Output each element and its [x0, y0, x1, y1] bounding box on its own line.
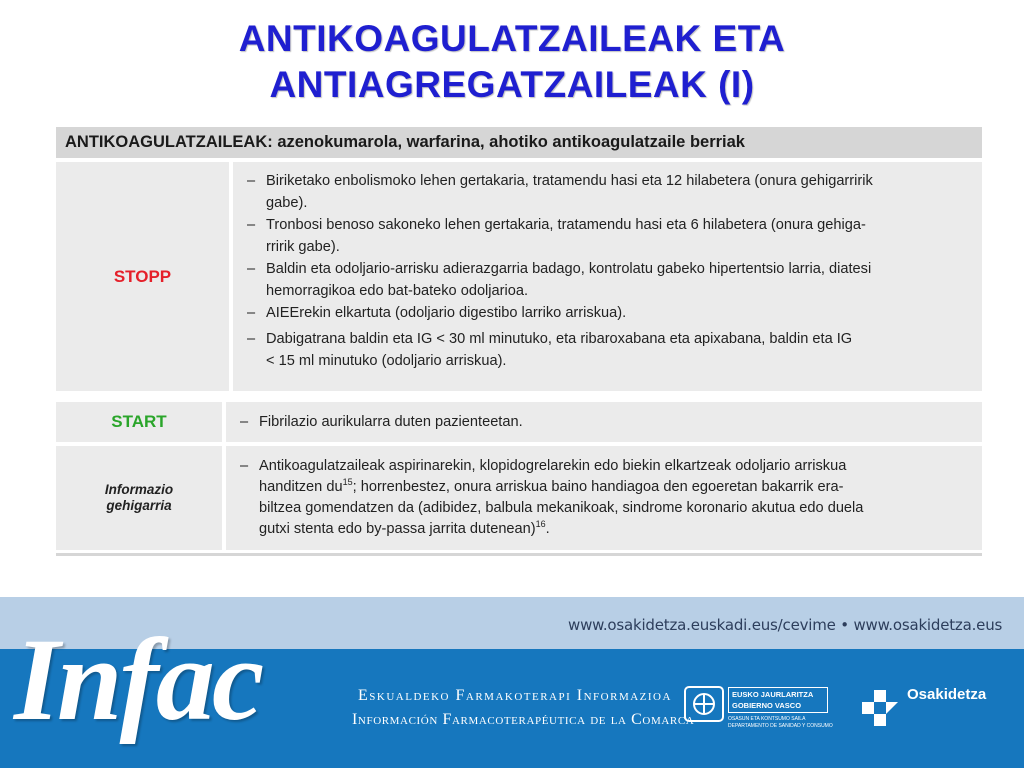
basque-government-emblem-icon [684, 686, 724, 722]
stopp-cell [56, 162, 229, 391]
info-line [259, 519, 972, 540]
start-cell [56, 402, 222, 442]
infac-logo: Infac [14, 614, 262, 745]
dash: – [247, 173, 256, 189]
list-item [245, 170, 970, 214]
info-label [105, 482, 173, 514]
osakidetza-logo-icon [860, 688, 900, 728]
list-item [238, 456, 972, 540]
gv-small1: OSASUN ETA KONTSUMO SAILA [728, 716, 806, 722]
item-line: Dabigatrana baldin eta IG < 30 ml minutuko, eta ribaroxabana eta apixabana, baldin eta IG [266, 331, 853, 347]
item-line: Biriketako enbolismoko lehen gertakaria, tratamendu hasi eta 12 hilabetera (onura gehigarririk [266, 173, 873, 189]
dash: – [247, 331, 256, 347]
item-line: Baldin eta odoljario-arrisku adierazgarria badago, kontrolatu gabeko hipertentsio larria, diatesi [266, 261, 872, 277]
page-title [0, 16, 1024, 108]
page-title-line1: ANTIKOAGULATZAILEAK ETA [238, 18, 786, 59]
gv-line2: GOBIERNO VASCO [732, 701, 802, 710]
item-line: < 15 ml minutuko (odoljario arriskua). [266, 353, 507, 369]
start-label: START [111, 412, 167, 431]
footer-subtitle-es: Información Farmacoterapéutica de la Comarca [352, 711, 695, 728]
header-bold: ANTIKOAGULATZAILEAK: [65, 133, 273, 151]
info-text-part: gutxi stenta edo by-passa jarrita dutenean) [259, 521, 536, 537]
footer-subtitle-eu: Eskualdeko Farmakoterapi Informazioa [358, 687, 672, 704]
info-text-part: ; horrenbestez, onura arriskua baino handiagoa den egoeretan bakarrik era- [352, 479, 844, 495]
info-label-line1: Informazio [104, 482, 174, 497]
info-text-part: handitzen du [259, 479, 343, 495]
info-label-line2: gehigarria [106, 498, 172, 513]
start-criteria [226, 402, 982, 442]
anticoagulant-table-header [56, 127, 982, 158]
item-line: hemorragikoa edo bat-bateko odoljarioa. [266, 283, 529, 299]
item-line: gabe). [266, 195, 308, 211]
dash: – [247, 305, 256, 321]
item-line: rririk gabe). [266, 239, 340, 255]
footnote-ref: 15 [342, 477, 353, 488]
footer-links[interactable]: www.osakidetza.euskadi.eus/cevime • www.osakidetza.eus [568, 616, 1003, 634]
header-rest: azenokumarola, warfarina, ahotiko antikoagulatzaile berriak [272, 133, 745, 151]
osakidetza-label: Osakidetza [907, 686, 987, 703]
table-bottom-rule [56, 553, 982, 556]
gv-small2: DEPARTAMENTO DE SANIDAD Y CONSUMO [728, 723, 833, 729]
info-line: biltzea gomendatzen da (adibidez, balbula mekanikoak, sindrome koronario akutua edo duela [259, 500, 864, 516]
footnote-ref: 16 [535, 519, 546, 530]
stopp-criteria-list [233, 162, 982, 391]
item-line: Tronbosi benoso sakoneko lehen gertakaria, tratamendu hasi eta 6 hilabetera (onura gehiga- [266, 217, 866, 233]
list-item [245, 214, 970, 258]
department-label [728, 716, 838, 730]
info-line [259, 477, 972, 498]
list-item [245, 258, 970, 302]
item-line: AIEErekin elkartuta (odoljario digestibo larriko arriskua). [266, 305, 627, 321]
dash: – [247, 261, 256, 277]
list-item [245, 302, 970, 324]
info-cell [56, 446, 222, 550]
basque-government-label [728, 687, 828, 713]
list-item [238, 411, 982, 433]
dash: – [240, 414, 249, 430]
stopp-label: STOPP [113, 266, 172, 286]
dash: – [247, 217, 256, 233]
info-text [226, 446, 982, 550]
gv-line1: EUSKO JAURLARITZA [732, 690, 814, 699]
info-line: Antikoagulatzaileak aspirinarekin, klopidogrelarekin edo biekin elkartzeak odoljario arriskua [259, 458, 847, 474]
info-text-part: . [545, 521, 550, 537]
dash: – [240, 458, 249, 474]
start-text: Fibrilazio aurikularra duten pazienteetan. [259, 414, 523, 430]
page-title-line2: ANTIAGREGATZAILEAK (I) [269, 64, 755, 105]
list-item [245, 328, 970, 372]
